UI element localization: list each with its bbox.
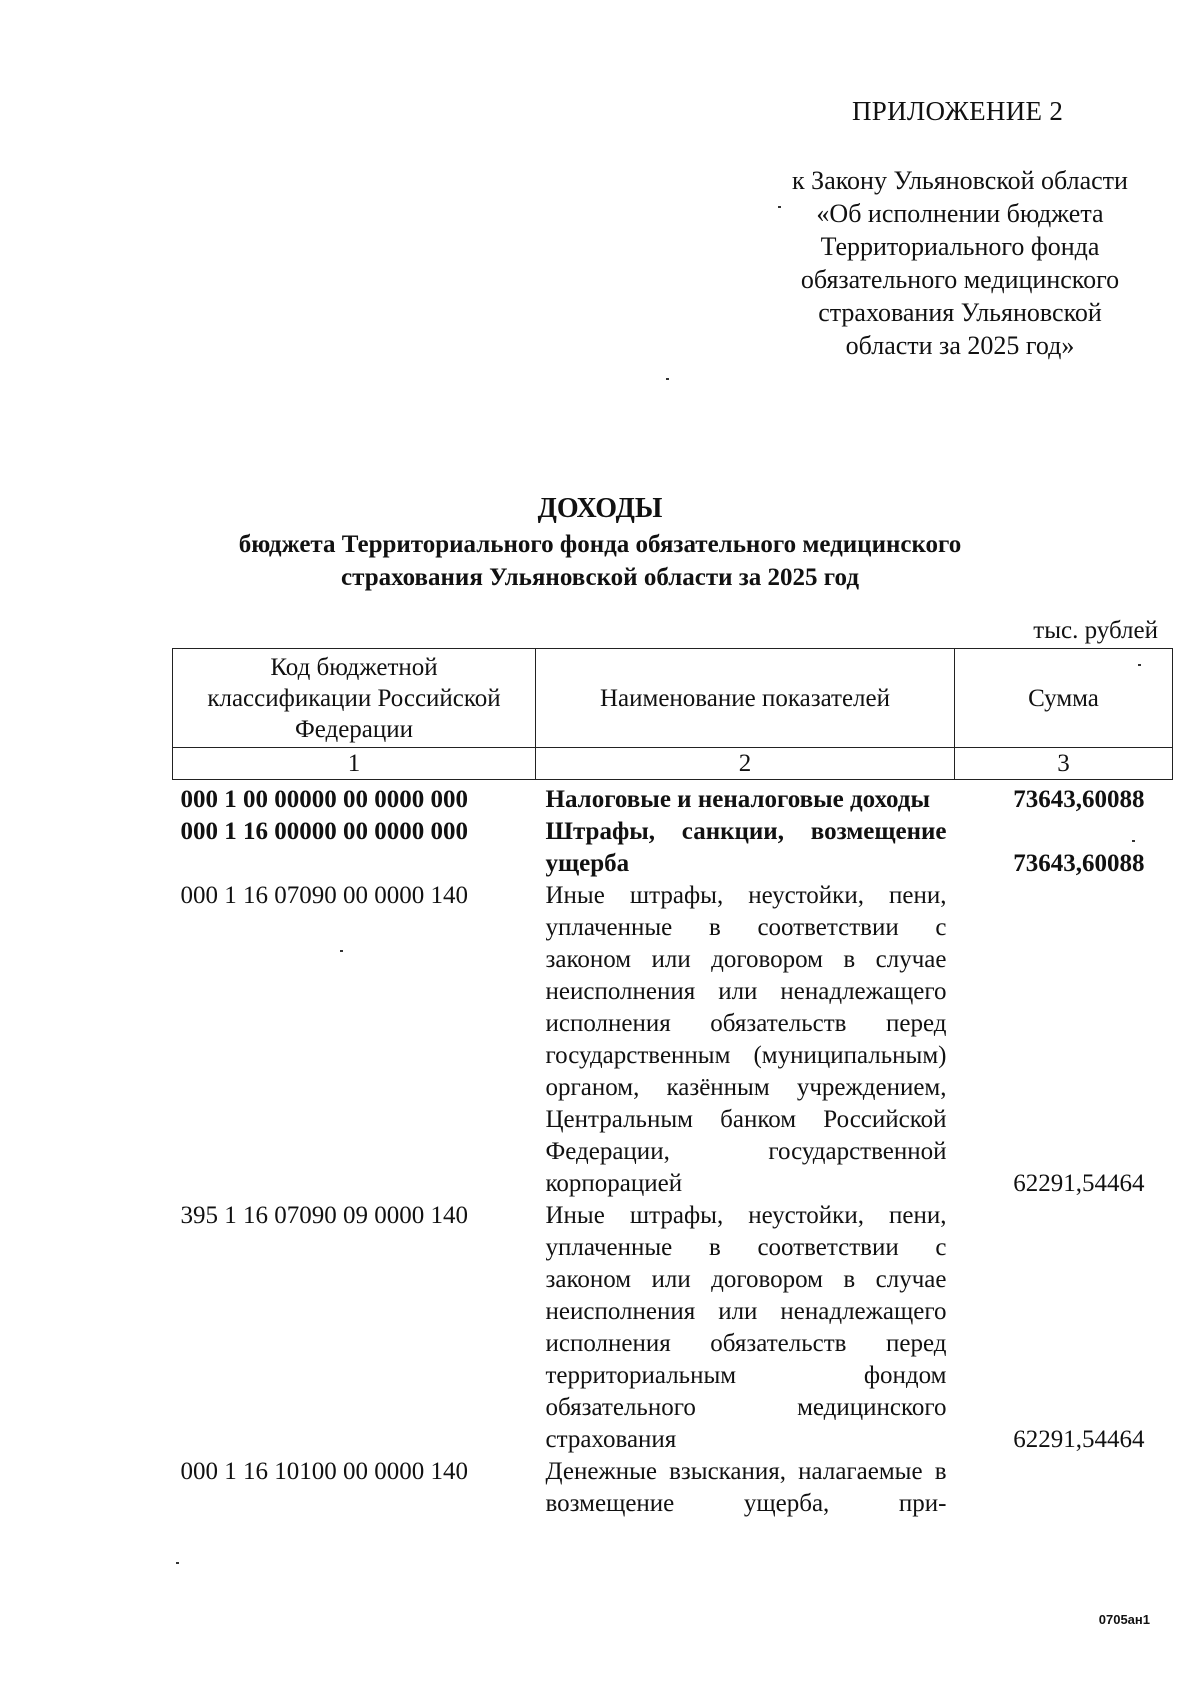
table-row bbox=[173, 1456, 1173, 1520]
row-sum: 73643,60088 bbox=[1013, 850, 1145, 877]
document-stamp: 0705ан1 bbox=[1098, 1612, 1150, 1627]
scan-speck bbox=[176, 1562, 179, 1564]
column-header-name: Наименование показателей bbox=[536, 649, 955, 748]
table-row bbox=[173, 780, 1173, 817]
scan-speck bbox=[1138, 664, 1141, 666]
row-name: Налоговые и неналоговые доходы bbox=[545, 786, 930, 813]
row-name: Денежные взыскания, налагаемые в возмещение ущерба, при- bbox=[545, 1458, 947, 1517]
scan-speck bbox=[1132, 840, 1135, 842]
reference-line: области за 2025 год» bbox=[845, 331, 1075, 360]
row-name: Иные штрафы, неустойки, пени, уплаченные в соответствии с законом или договором в случае неисполнения или ненадлежащего исполнения обязательств перед территориальным фондом обязательного медицинского страхования bbox=[545, 1202, 947, 1453]
reference-line: к Закону Ульяновской области bbox=[792, 166, 1128, 195]
row-code: 395 1 16 07090 09 0000 140 bbox=[180, 1202, 468, 1229]
table-column-numbers-row bbox=[173, 748, 1173, 780]
row-name: Иные штрафы, неустойки, пени, уплаченные в соответствии с законом или договором в случае неисполнения или ненадлежащего исполнения обязательств перед государственным (муниципальным) органом, казённым учреждением, Центральным банком Российской Федерации, государственной корпорацией bbox=[545, 882, 947, 1197]
table-row bbox=[173, 1200, 1173, 1456]
table-header-row bbox=[173, 649, 1173, 748]
column-number: 3 bbox=[955, 748, 1173, 780]
appendix-title: ПРИЛОЖЕНИЕ 2 bbox=[852, 96, 1064, 126]
row-code: 000 1 00 00000 00 0000 000 bbox=[180, 786, 468, 813]
table-row bbox=[173, 816, 1173, 880]
scan-speck bbox=[340, 950, 343, 952]
table-row bbox=[173, 880, 1173, 1200]
heading-subtitle-line: страхования Ульяновской области за 2025 год bbox=[341, 564, 859, 591]
revenue-table bbox=[172, 648, 1173, 1520]
row-sum: 73643,60088 bbox=[1013, 786, 1145, 813]
column-header-sum: Сумма bbox=[955, 649, 1173, 748]
row-sum: 62291,54464 bbox=[1013, 1170, 1145, 1197]
column-number: 2 bbox=[536, 748, 955, 780]
reference-line: Территориального фонда bbox=[820, 232, 1100, 261]
appendix-reference bbox=[760, 164, 1160, 362]
scan-speck bbox=[778, 206, 781, 208]
row-sum bbox=[955, 1456, 1173, 1520]
reference-line: обязательного медицинского bbox=[800, 265, 1120, 294]
document-heading bbox=[100, 492, 1100, 594]
row-code: 000 1 16 10100 00 0000 140 bbox=[180, 1458, 468, 1485]
heading-subtitle-line: бюджета Территориального фонда обязательного медицинского bbox=[238, 531, 962, 558]
scan-speck bbox=[666, 378, 669, 380]
heading-title: ДОХОДЫ bbox=[537, 493, 663, 524]
column-header-code: Код бюджетной классификации Российской Федерации bbox=[173, 649, 536, 748]
row-sum: 62291,54464 bbox=[1013, 1426, 1145, 1453]
row-code: 000 1 16 07090 00 0000 140 bbox=[180, 882, 468, 909]
reference-line: страхования Ульяновской bbox=[818, 298, 1102, 327]
unit-label: тыс. рублей bbox=[1033, 617, 1158, 644]
reference-line: «Об исполнении бюджета bbox=[816, 199, 1104, 228]
row-code: 000 1 16 00000 00 0000 000 bbox=[180, 818, 468, 845]
column-number: 1 bbox=[173, 748, 536, 780]
row-name: Штрафы, санкции, возмещение ущерба bbox=[545, 818, 947, 877]
